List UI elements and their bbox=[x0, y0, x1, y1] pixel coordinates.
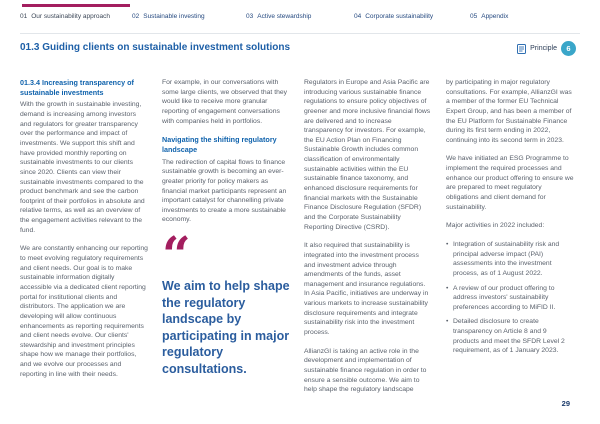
nav-item-label: Our sustainability approach bbox=[31, 13, 110, 20]
paragraph: For example, in our conversations with some large clients, we observed that they would like to receive more granular reporting of engagement conversations with companies held in portfolios. bbox=[162, 79, 288, 125]
paragraph: by participating in major regulatory consultations. For example, AllianzGI was a member of the former EU Technical Expert Group, and has been a member of the EU Platform for Sustainable Finance during its first term ending in 2022, continuing into its second term in 2023. bbox=[446, 79, 572, 144]
active-tab-indicator bbox=[22, 4, 130, 7]
nav-item-number: 04 bbox=[354, 13, 362, 20]
document-icon bbox=[517, 44, 526, 54]
nav-item-label: Sustainable investing bbox=[143, 13, 205, 20]
nav-item-label: Corporate sustainability bbox=[365, 13, 434, 20]
page-number: 29 bbox=[561, 399, 570, 408]
pull-quote bbox=[162, 225, 290, 377]
nav-item-number: 03 bbox=[246, 13, 254, 20]
content-columns bbox=[20, 78, 574, 395]
paragraph: With the growth in sustainable investing, demand is increasing among investors and regulators for greater transparency over the performance and impact of investments. We support this shift and have provided monthly reporting on sustainable investments to our clients since 2020. Clients can view their sustainable investments compared to the product benchmark and see the carbon footprint of their portfolios in absolute and relative terms, as well as an overview of the engagement activities relevant to the fund. bbox=[20, 101, 145, 234]
principle-label: Principle bbox=[530, 45, 557, 52]
quote-text: We aim to help shape the regulatory landscape by participating in major regulatory consultations. bbox=[162, 279, 290, 376]
nav-item-active-stewardship[interactable] bbox=[246, 13, 311, 20]
paragraph: AllianzGI is taking an active role in the development and implementation of sustainable finance regulation in order to ensure a sensible outcome. We aim to help shape the regulatory landscape bbox=[304, 347, 427, 394]
principle-number-badge: 6 bbox=[561, 41, 576, 56]
paragraph: We are constantly enhancing our reporting to meet evolving regulatory requirements and client needs. Our goal is to make sustainable information digitally accessible via a dedicated client reporting portal for institutional clients and distributors. The application we are developing will allow continuous enhancements as reporting requirements and client needs evolve. Our clients' stewardship and investment principles shape how we manage their portfolios, and we evolve our processes and reporting in line with their needs. bbox=[20, 245, 148, 378]
column-3 bbox=[304, 78, 432, 395]
nav-item-corporate-sustainability[interactable] bbox=[354, 13, 433, 20]
subsection-heading: 01.3.4 Increasing transparency of sustainable investments bbox=[20, 78, 134, 97]
nav-item-number: 05 bbox=[470, 13, 478, 20]
page-title: 01.3 Guiding clients on sustainable investment solutions bbox=[20, 42, 291, 53]
principle-badge[interactable] bbox=[517, 41, 576, 56]
nav-item-label: Appendix bbox=[481, 13, 509, 20]
subsection-heading: Navigating the shifting regulatory landscape bbox=[162, 135, 277, 154]
list-item: • Integration of sustainability risk and principal adverse impact (PAI) assessments into the investment process, as of 1 August 2022. bbox=[446, 240, 574, 279]
divider bbox=[20, 33, 580, 34]
quote-mark-icon: “ bbox=[162, 225, 188, 285]
list-item: • A review of our product offering to address investors' sustainability preferences according to MiFID II. bbox=[446, 284, 574, 313]
activities-list bbox=[446, 240, 574, 356]
nav-item-appendix[interactable] bbox=[470, 13, 508, 20]
nav-item-sustainable-investing[interactable] bbox=[132, 13, 205, 20]
paragraph: It also required that sustainability is integrated into the investment process and investment advice through amendments of the funds, asset management and insurance regulations. In Asia Pacific, initiatives are underway in various markets to increase sustainability disclosure requirements and integrate sustainability risk into the investment process. bbox=[304, 242, 429, 337]
paragraph: Regulators in Europe and Asia Pacific are introducing various sustainable finance regulations to ensure policy objectives of greener and more inclusive financial flows are delivered and to increase transparency for investors. For example, the EU Action Plan on Financing Sustainable Growth includes common classification of environmentally sustainable activities within the EU sustainable finance taxonomy, and enhanced disclosure requirements for financial markets with the Sustainable Finance Disclosure Regulation (SFDR) and the Corporate Sustainability Reporting Directive (CSRD). bbox=[304, 79, 431, 231]
column-4 bbox=[446, 78, 574, 395]
nav-item-label: Active stewardship bbox=[257, 13, 312, 20]
column-2 bbox=[162, 78, 290, 395]
nav-item-number: 02 bbox=[132, 13, 140, 20]
nav-item-number: 01 bbox=[20, 13, 28, 20]
paragraph: Major activities in 2022 included: bbox=[446, 222, 545, 230]
paragraph: The redirection of capital flows to finance sustainable growth is becoming an ever-greater priority for policy makers as financial market participants represent an important catalyst for channelling private investments to create a more sustainable economy. bbox=[162, 158, 287, 224]
column-1 bbox=[20, 78, 148, 395]
nav-item-sustainability-approach[interactable] bbox=[20, 13, 110, 20]
list-item: • Detailed disclosure to create transparency on Article 8 and 9 products and meet the SFDR Level 2 requirement, as of 1 January 2023. bbox=[446, 317, 574, 356]
paragraph: We have initiated an ESG Programme to implement the required processes and enhance our product offering to ensure we are prepared to meet regulatory obligations and client demand for sustainability. bbox=[446, 155, 574, 211]
